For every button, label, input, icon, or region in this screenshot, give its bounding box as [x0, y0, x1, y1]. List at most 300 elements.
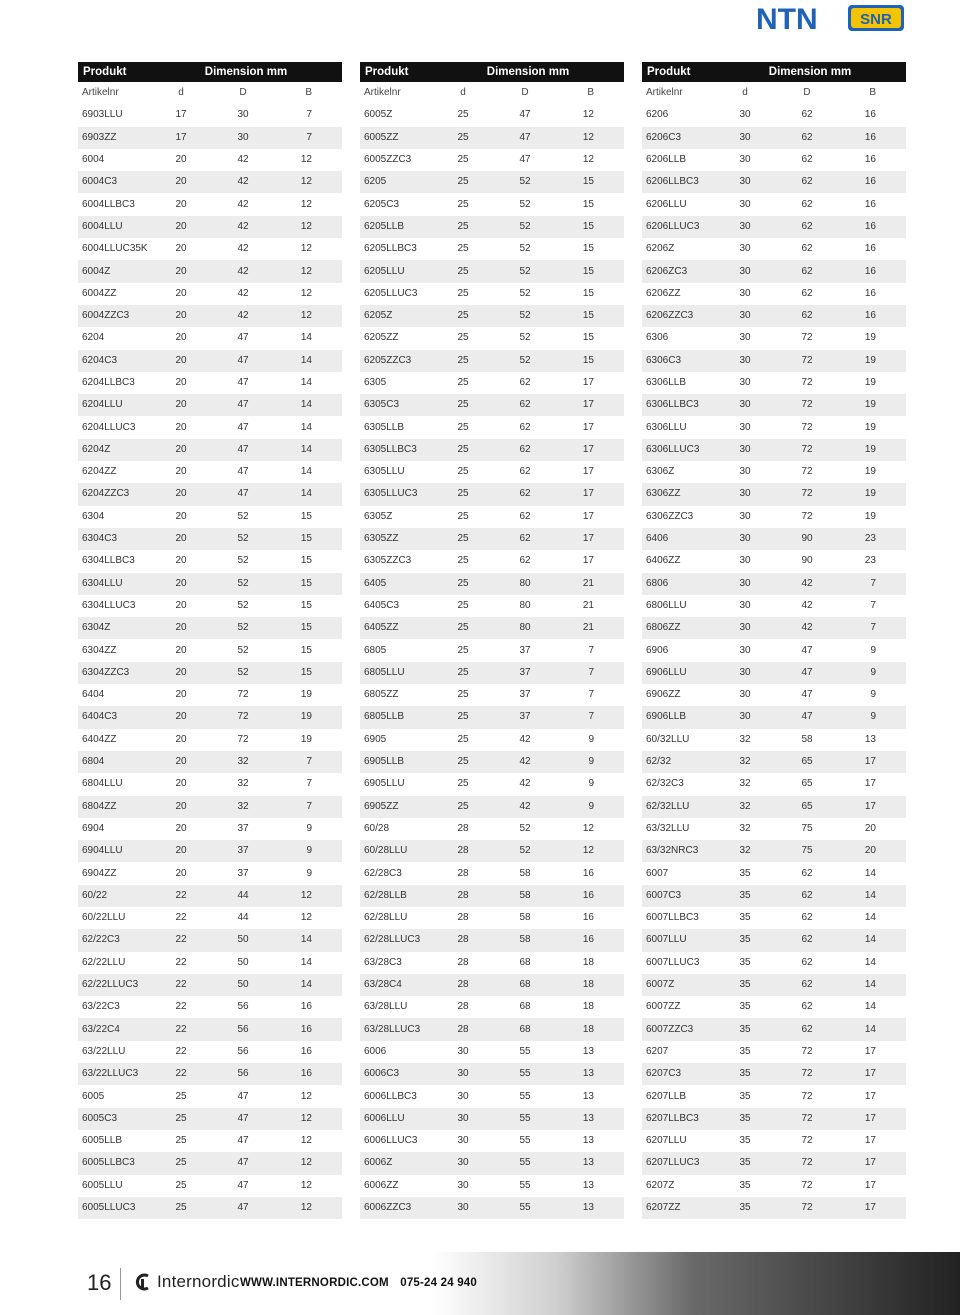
outer-diameter: 50 [212, 929, 274, 951]
table-row [360, 327, 624, 349]
product-code: 6207 [642, 1041, 714, 1063]
d-header: d [432, 82, 494, 104]
table-row [78, 1197, 342, 1219]
outer-diameter: 62 [494, 461, 556, 483]
inner-diameter: 25 [432, 617, 494, 639]
product-code: 6204LLU [78, 394, 150, 416]
product-code: 6007LLUC3 [642, 952, 714, 974]
width: 7 [838, 595, 906, 617]
width: 18 [556, 996, 624, 1018]
product-code: 6206LLBC3 [642, 171, 714, 193]
product-code: 60/28 [360, 818, 432, 840]
outer-diameter: 62 [776, 305, 838, 327]
width: 23 [838, 528, 906, 550]
product-code: 6005ZZC3 [360, 149, 432, 171]
product-code: 6205 [360, 171, 432, 193]
table-row [78, 952, 342, 974]
table-row [78, 729, 342, 751]
table-row [78, 1108, 342, 1130]
outer-diameter: 72 [776, 1130, 838, 1152]
width: 7 [838, 573, 906, 595]
table-row [360, 729, 624, 751]
inner-diameter: 28 [432, 974, 494, 996]
inner-diameter: 25 [432, 394, 494, 416]
outer-diameter: 52 [494, 818, 556, 840]
width: 14 [274, 416, 342, 438]
outer-diameter: 30 [212, 127, 274, 149]
product-code: 6903ZZ [78, 127, 150, 149]
outer-diameter: 47 [494, 104, 556, 126]
table-row [642, 1018, 906, 1040]
table-row [78, 573, 342, 595]
outer-diameter: 52 [494, 350, 556, 372]
internordic-mark-icon [134, 1273, 152, 1291]
inner-diameter: 20 [150, 818, 212, 840]
outer-diameter: 68 [494, 996, 556, 1018]
outer-diameter: 62 [494, 394, 556, 416]
inner-diameter: 28 [432, 818, 494, 840]
dimension-header: Dimension mm [150, 62, 342, 82]
width: 19 [274, 729, 342, 751]
width: 21 [556, 617, 624, 639]
product-code: 60/28LLU [360, 840, 432, 862]
table-row [78, 439, 342, 461]
outer-diameter: 52 [212, 528, 274, 550]
table-row [360, 1152, 624, 1174]
outer-diameter: 58 [494, 862, 556, 884]
outer-diameter: 47 [212, 1108, 274, 1130]
product-code: 6207Z [642, 1175, 714, 1197]
inner-diameter: 25 [432, 506, 494, 528]
product-code: 6404ZZ [78, 729, 150, 751]
product-code: 6204LLUC3 [78, 416, 150, 438]
product-code: 6304ZZC3 [78, 662, 150, 684]
width: 15 [556, 193, 624, 215]
table-row [642, 483, 906, 505]
outer-diameter: 47 [212, 1175, 274, 1197]
width: 9 [274, 818, 342, 840]
inner-diameter: 17 [150, 104, 212, 126]
table-row [642, 1085, 906, 1107]
table-row [78, 506, 342, 528]
website-link[interactable]: WWW.INTERNORDIC.COM [240, 1277, 389, 1289]
outer-diameter: 44 [212, 885, 274, 907]
inner-diameter: 30 [714, 127, 776, 149]
product-code: 63/22LLU [78, 1041, 150, 1063]
width: 15 [556, 171, 624, 193]
width: 17 [556, 372, 624, 394]
inner-diameter: 22 [150, 1041, 212, 1063]
company-logo [134, 1272, 240, 1292]
table-row [360, 1085, 624, 1107]
product-code: 62/28LLU [360, 907, 432, 929]
width: 19 [838, 506, 906, 528]
outer-diameter: 52 [494, 305, 556, 327]
product-code: 6005Z [360, 104, 432, 126]
snr-logo-text: SNR [860, 11, 892, 28]
inner-diameter: 30 [432, 1130, 494, 1152]
product-code: 6305 [360, 372, 432, 394]
inner-diameter: 28 [432, 862, 494, 884]
width: 12 [274, 1197, 342, 1219]
outer-diameter: 62 [494, 439, 556, 461]
inner-diameter: 32 [714, 840, 776, 862]
outer-diameter: 47 [212, 483, 274, 505]
width: 12 [274, 1108, 342, 1130]
width: 9 [838, 684, 906, 706]
product-header: Produkt [360, 62, 432, 82]
product-code: 6004LLU [78, 216, 150, 238]
width: 15 [556, 305, 624, 327]
width: 17 [556, 461, 624, 483]
product-code: 6206Z [642, 238, 714, 260]
width: 15 [556, 216, 624, 238]
table-row [642, 818, 906, 840]
product-code: 6207ZZ [642, 1197, 714, 1219]
outer-diameter: 56 [212, 1018, 274, 1040]
inner-diameter: 20 [150, 193, 212, 215]
outer-diameter: 68 [494, 1018, 556, 1040]
inner-diameter: 20 [150, 729, 212, 751]
width: 17 [838, 1152, 906, 1174]
inner-diameter: 25 [432, 706, 494, 728]
table-subheader-row [642, 82, 906, 104]
inner-diameter: 25 [432, 260, 494, 282]
inner-diameter: 30 [714, 528, 776, 550]
inner-diameter: 30 [714, 506, 776, 528]
inner-diameter: 30 [714, 238, 776, 260]
product-code: 6004Z [78, 260, 150, 282]
outer-diameter: 56 [212, 1063, 274, 1085]
inner-diameter: 20 [150, 862, 212, 884]
product-code: 6205ZZC3 [360, 350, 432, 372]
table-row [78, 907, 342, 929]
table-row [78, 171, 342, 193]
outer-diameter: 52 [212, 617, 274, 639]
width: 19 [274, 706, 342, 728]
product-code: 60/22LLU [78, 907, 150, 929]
width: 17 [556, 439, 624, 461]
inner-diameter: 25 [432, 305, 494, 327]
outer-diameter: 42 [494, 796, 556, 818]
table-row [642, 528, 906, 550]
inner-diameter: 35 [714, 1175, 776, 1197]
table-row [78, 1130, 342, 1152]
width: 12 [274, 1130, 342, 1152]
table-row [78, 104, 342, 126]
product-code: 6305Z [360, 506, 432, 528]
inner-diameter: 25 [150, 1108, 212, 1130]
inner-diameter: 25 [432, 773, 494, 795]
table-header-row [360, 62, 624, 82]
width: 19 [838, 394, 906, 416]
width: 12 [274, 885, 342, 907]
outer-diameter: 58 [776, 729, 838, 751]
outer-diameter: 80 [494, 573, 556, 595]
product-code: 6005LLBC3 [78, 1152, 150, 1174]
product-code: 60/32LLU [642, 729, 714, 751]
table-row [360, 461, 624, 483]
outer-diameter: 47 [212, 1197, 274, 1219]
inner-diameter: 25 [432, 171, 494, 193]
outer-diameter: 47 [212, 394, 274, 416]
width: 7 [274, 796, 342, 818]
width: 17 [838, 773, 906, 795]
outer-diameter: 42 [212, 171, 274, 193]
outer-diameter: 47 [494, 149, 556, 171]
product-code: 6405ZZ [360, 617, 432, 639]
outer-diameter: 42 [776, 617, 838, 639]
outer-diameter: 62 [494, 550, 556, 572]
outer-diameter: 42 [494, 751, 556, 773]
outer-diameter: 72 [212, 684, 274, 706]
inner-diameter: 25 [432, 149, 494, 171]
table-row [360, 394, 624, 416]
inner-diameter: 22 [150, 996, 212, 1018]
product-code: 6304ZZ [78, 639, 150, 661]
inner-diameter: 25 [432, 796, 494, 818]
product-code: 6904 [78, 818, 150, 840]
table-row [78, 1175, 342, 1197]
inner-diameter: 30 [714, 216, 776, 238]
inner-diameter: 30 [432, 1197, 494, 1219]
inner-diameter: 35 [714, 1152, 776, 1174]
product-code: 6007LLBC3 [642, 907, 714, 929]
outer-diameter: 52 [494, 327, 556, 349]
product-code: 60/22 [78, 885, 150, 907]
outer-diameter: 47 [212, 439, 274, 461]
inner-diameter: 20 [150, 550, 212, 572]
table-row [642, 840, 906, 862]
table-row [360, 1130, 624, 1152]
table-row [360, 573, 624, 595]
outer-diameter: 72 [776, 1175, 838, 1197]
product-code: 62/32LLU [642, 796, 714, 818]
width: 17 [838, 1130, 906, 1152]
width: 9 [556, 773, 624, 795]
table-row [360, 974, 624, 996]
outer-diameter: 50 [212, 952, 274, 974]
table-row [642, 327, 906, 349]
table-row [360, 662, 624, 684]
table-row [78, 1085, 342, 1107]
width: 13 [556, 1152, 624, 1174]
width: 12 [274, 907, 342, 929]
product-code: 6204ZZC3 [78, 483, 150, 505]
outer-diameter: 42 [212, 193, 274, 215]
width: 9 [274, 862, 342, 884]
table-row [78, 283, 342, 305]
inner-diameter: 25 [432, 372, 494, 394]
inner-diameter: 30 [714, 684, 776, 706]
outer-diameter: 47 [212, 350, 274, 372]
table-row [642, 1197, 906, 1219]
table-row [78, 818, 342, 840]
inner-diameter: 35 [714, 1197, 776, 1219]
product-code: 6004LLBC3 [78, 193, 150, 215]
product-code: 6207LLBC3 [642, 1108, 714, 1130]
product-code: 6205LLB [360, 216, 432, 238]
table-row [78, 394, 342, 416]
table-row [360, 751, 624, 773]
inner-diameter: 32 [714, 818, 776, 840]
table-row [642, 461, 906, 483]
inner-diameter: 20 [150, 773, 212, 795]
inner-diameter: 25 [432, 327, 494, 349]
inner-diameter: 20 [150, 617, 212, 639]
table-row [78, 327, 342, 349]
table-row [360, 907, 624, 929]
table-row [360, 1108, 624, 1130]
inner-diameter: 30 [432, 1108, 494, 1130]
outer-diameter: 72 [776, 416, 838, 438]
width: 7 [556, 639, 624, 661]
code-header: Artikelnr [78, 82, 150, 104]
product-code: 6805 [360, 639, 432, 661]
inner-diameter: 30 [714, 327, 776, 349]
table-row [642, 996, 906, 1018]
width: 20 [838, 840, 906, 862]
outer-diameter: 72 [776, 1063, 838, 1085]
table-row [360, 283, 624, 305]
table-row [642, 684, 906, 706]
product-code: 6306ZZC3 [642, 506, 714, 528]
inner-diameter: 25 [432, 439, 494, 461]
footer-contact [240, 1277, 485, 1289]
width: 12 [274, 1175, 342, 1197]
table-row [642, 595, 906, 617]
width: 16 [274, 1018, 342, 1040]
d-header: d [150, 82, 212, 104]
width: 17 [838, 1085, 906, 1107]
product-code: 6007LLU [642, 929, 714, 951]
table-row [642, 1063, 906, 1085]
outer-diameter: 42 [494, 773, 556, 795]
product-code: 6207LLUC3 [642, 1152, 714, 1174]
table-row [78, 260, 342, 282]
outer-diameter: 37 [212, 840, 274, 862]
outer-diameter: 75 [776, 818, 838, 840]
width: 7 [556, 662, 624, 684]
table-row [360, 1175, 624, 1197]
outer-diameter: 32 [212, 773, 274, 795]
table-row [78, 550, 342, 572]
table-row [78, 193, 342, 215]
b-header: B [838, 82, 906, 104]
table-row [642, 1108, 906, 1130]
table-row [360, 1041, 624, 1063]
outer-diameter: 52 [494, 840, 556, 862]
width: 17 [556, 483, 624, 505]
width: 19 [838, 416, 906, 438]
inner-diameter: 35 [714, 862, 776, 884]
outer-diameter: 62 [776, 996, 838, 1018]
product-code: 6405 [360, 573, 432, 595]
product-code: 6804 [78, 751, 150, 773]
product-code: 6206 [642, 104, 714, 126]
table-row [78, 862, 342, 884]
inner-diameter: 25 [432, 461, 494, 483]
table-row [360, 528, 624, 550]
table-row [642, 929, 906, 951]
inner-diameter: 20 [150, 506, 212, 528]
product-code: 6005LLUC3 [78, 1197, 150, 1219]
outer-diameter: 47 [212, 327, 274, 349]
width: 12 [556, 840, 624, 862]
product-code: 62/32 [642, 751, 714, 773]
table-row [642, 372, 906, 394]
width: 12 [556, 104, 624, 126]
inner-diameter: 20 [150, 372, 212, 394]
table-row [360, 796, 624, 818]
width: 9 [556, 729, 624, 751]
width: 14 [838, 929, 906, 951]
product-code: 6004ZZ [78, 283, 150, 305]
product-code: 6306LLBC3 [642, 394, 714, 416]
width: 18 [556, 952, 624, 974]
inner-diameter: 25 [432, 595, 494, 617]
product-code: 6805ZZ [360, 684, 432, 706]
product-code: 6206LLB [642, 149, 714, 171]
inner-diameter: 25 [432, 684, 494, 706]
product-code: 6207C3 [642, 1063, 714, 1085]
outer-diameter: 72 [776, 461, 838, 483]
width: 9 [556, 796, 624, 818]
inner-diameter: 20 [150, 149, 212, 171]
table-row [78, 595, 342, 617]
inner-diameter: 17 [150, 127, 212, 149]
inner-diameter: 28 [432, 929, 494, 951]
width: 15 [556, 327, 624, 349]
outer-diameter: 52 [212, 550, 274, 572]
outer-diameter: 52 [212, 639, 274, 661]
table-row [642, 305, 906, 327]
outer-diameter: 62 [776, 238, 838, 260]
outer-diameter: 47 [212, 1085, 274, 1107]
outer-diameter: 56 [212, 1041, 274, 1063]
inner-diameter: 30 [432, 1063, 494, 1085]
inner-diameter: 30 [714, 573, 776, 595]
outer-diameter: 72 [776, 1085, 838, 1107]
table-row [642, 639, 906, 661]
table-row [642, 907, 906, 929]
inner-diameter: 22 [150, 907, 212, 929]
outer-diameter: 62 [776, 929, 838, 951]
width: 14 [274, 327, 342, 349]
width: 17 [556, 394, 624, 416]
width: 14 [274, 952, 342, 974]
width: 14 [838, 974, 906, 996]
table-row [642, 862, 906, 884]
inner-diameter: 30 [714, 305, 776, 327]
outer-diameter: 52 [212, 595, 274, 617]
table-row [78, 350, 342, 372]
table-row [360, 260, 624, 282]
table-subheader-row [360, 82, 624, 104]
table-row [642, 1041, 906, 1063]
product-code: 6007ZZC3 [642, 1018, 714, 1040]
table-row [78, 639, 342, 661]
dimension-header: Dimension mm [432, 62, 624, 82]
inner-diameter: 25 [150, 1197, 212, 1219]
table-row [360, 238, 624, 260]
inner-diameter: 30 [432, 1175, 494, 1197]
outer-diameter: 62 [776, 885, 838, 907]
inner-diameter: 20 [150, 662, 212, 684]
bearing-tables [78, 62, 906, 1219]
inner-diameter: 30 [714, 639, 776, 661]
inner-diameter: 35 [714, 929, 776, 951]
